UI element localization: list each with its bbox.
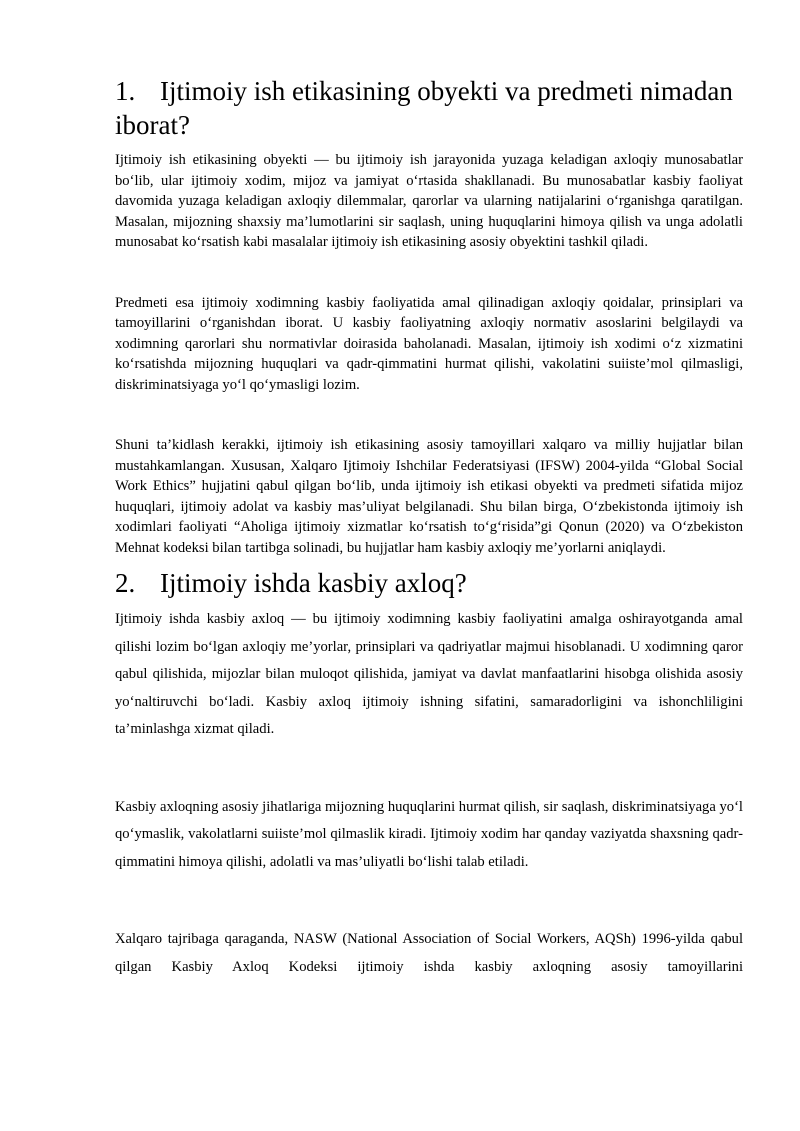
section-1-paragraph-3: Shuni ta’kidlash kerakki, ijtimoiy ish etikasining asosiy tamoyillari xalqaro va milliy hujjatlar bilan mustahkamlangan. Xususan, Xalqaro Ijtimoiy Ishchilar Federatsiyasi (IFSW) 2004-yilda “Global Social Work Ethics” hujjatini qabul qilgan bo‘lib, unda ijtimoiy ish etikasi obyekti va predmeti sifatida mijoz huquqlari, ijtimoiy adolat va kasbiy mas’uliyat belgilanadi. Shu bilan birga, O‘zbekistonda ijtimoiy ish xodimlari faoliyati “Aholiga ijtimoiy xizmatlar ko‘rsatish to‘g‘risida”gi Qonun (2020) va O‘zbekiston Mehnat kodeksi bilan tartibga solinadi, bu hujjatlar ham kasbiy axloqiy me’yorlarni aniqlaydi. [115, 437, 743, 556]
section-2-title: Ijtimoiy ishda kasbiy axloq? [160, 568, 467, 598]
section-2-paragraph-1: Ijtimoiy ishda kasbiy axloq — bu ijtimoiy xodimning kasbiy faoliyatini amalga oshirayotganda amal qilishi lozim bo‘lgan axloqiy me’yorlar, prinsiplari va qadriyatlar majmui hisoblanadi. U xodimning qaror qabul qilishida, mijozlar bilan muloqot qilishida, jamiyat va davlat manfaatlarini hisobga olishida asosiy yo‘naltiruvchi bo‘ladi. Kasbiy axloq ijtimoiy ishning sifatini, samaradorligini va ishonchliligini ta’minlashga xizmat qiladi. [115, 611, 743, 737]
section-2-paragraph-2: Kasbiy axloqning asosiy jihatlariga mijozning huquqlarini hurmat qilish, sir saqlash, diskriminatsiyaga yo‘l qo‘ymaslik, vakolatlarni suiiste’mol qilmaslik kiradi. Ijtimoiy xodim har qanday vaziyatda shaxsning qadr-qimmatini himoya qilishi, adolatli va mas’uliyatli bo‘lishi talab etiladi. [115, 798, 743, 870]
section-2-number: 2. [115, 568, 136, 598]
section-1-paragraph-2: Predmeti esa ijtimoiy xodimning kasbiy faoliyatida amal qilinadigan axloqiy qoidalar, prinsiplari va tamoyillarini o‘rganishdan iborat. U kasbiy faoliyatning axloqiy normativ asoslarini belgilaydi va xodimning qarorlari shu normativlar doirasida baholanadi. Masalan, ijtimoiy ish xodimi o‘z xizmatini ko‘rsatishda mijozning huquqlari va qadr-qimmatini hurmat qilishi, vakolatini suiiste’mol qilmasligi, diskriminatsiyaga yo‘l qo‘ymasligi lozim. [115, 294, 743, 393]
section-1-heading [115, 74, 743, 142]
section-1-paragraph-1: Ijtimoiy ish etikasining obyekti — bu ijtimoiy ish jarayonida yuzaga keladigan axloqiy munosabatlar bo‘lib, ular ijtimoiy xodim, mijoz va jamiyat o‘rtasida shakllanadi. Bu munosabatlar kasbiy faoliyat davomida yuzaga keladigan axloqiy dilemmalar, qarorlar va ularning natijalarini o‘rganishga qaratilgan. Masalan, mijozning shaxsiy ma’lumotlarini sir saqlash, uning huquqlarini himoya qilish va unga adolatli munosabat ko‘rsatish kabi masalalar ijtimoiy ish etikasining asosiy obyektini tashkil qiladi. [115, 152, 743, 250]
section-1-number: 1. [115, 76, 136, 106]
document-page [115, 74, 743, 981]
section-2-paragraph-3: Xalqaro tajribaga qaraganda, NASW (National Association of Social Workers, AQSh) 1996-yilda qabul qilgan Kasbiy Axloq Kodeksi ijtimoiy ishda kasbiy axloqning asosiy tamoyillarini [115, 931, 743, 975]
section-1-title: Ijtimoiy ish etikasining obyekti va predmeti nimadan iborat? [115, 76, 733, 140]
section-2-heading [115, 566, 743, 600]
